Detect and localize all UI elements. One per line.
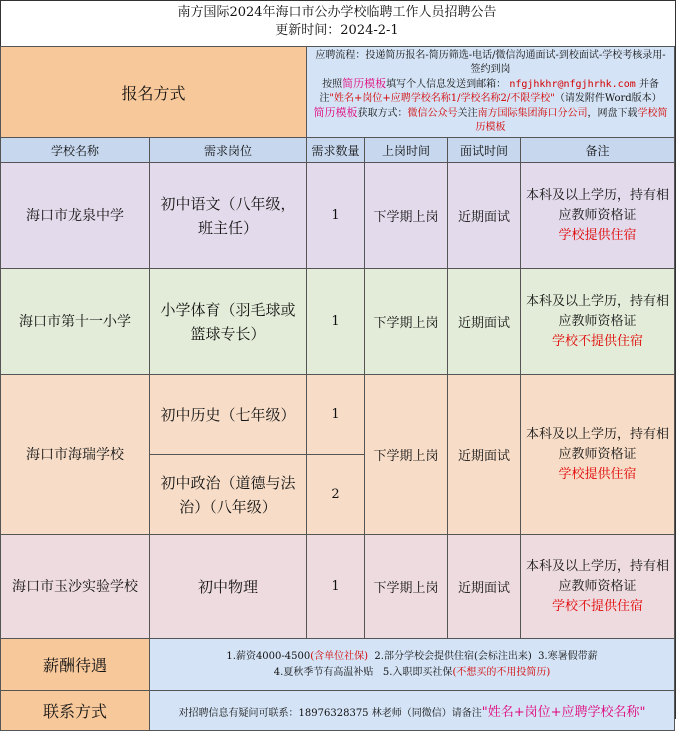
table-row <box>1 535 675 639</box>
count: 1 <box>307 269 365 375</box>
count: 2 <box>307 455 365 535</box>
contact-text: 对招聘信息有疑问可联系：18976328375 林老师（同微信）请备注 <box>178 708 482 719</box>
header-remark: 备注 <box>521 138 675 163</box>
contact-details <box>150 691 675 731</box>
interview-time: 近期面试 <box>448 535 521 639</box>
table-row <box>1 269 675 375</box>
apply-email[interactable]: nfgjhkhr@nfgjhrhk.com <box>509 79 636 90</box>
apply-method-details <box>307 47 675 138</box>
apply-process: 应聘流程：投递简历报名-简历筛选-电话/微信沟通面试-到校面试-学校考核录用-签约到岗 <box>315 50 666 75</box>
table-row <box>1 163 675 269</box>
position: 初中政治（道德与法治）（八年级） <box>150 455 307 535</box>
school-name: 海口市海瑞学校 <box>1 375 150 535</box>
school-name: 海口市玉沙实验学校 <box>1 535 150 639</box>
remark: 本科及以上学历，持有相应教师资格证 学校提供住宿 <box>521 163 675 269</box>
resume-template-link[interactable]: 简历模板 <box>342 77 387 90</box>
salary-row <box>1 639 675 691</box>
housing-note: 学校不提供住宿 <box>552 333 644 349</box>
contact-row <box>1 691 675 731</box>
remark: 本科及以上学历，持有相应教师资格证 学校不提供住宿 <box>521 269 675 375</box>
remark: 本科及以上学历，持有相应教师资格证 学校提供住宿 <box>521 375 675 535</box>
header-position: 需求岗位 <box>150 138 307 163</box>
position: 初中物理 <box>150 535 307 639</box>
count: 1 <box>307 375 365 455</box>
header-start: 上岗时间 <box>365 138 448 163</box>
position: 初中语文（八年级，班主任） <box>150 163 307 269</box>
update-time: 更新时间：2024-2-1 <box>275 23 399 38</box>
header-count: 需求数量 <box>307 138 365 163</box>
start-time: 下学期上岗 <box>365 375 448 535</box>
header-school: 学校名称 <box>1 138 150 163</box>
contact-label: 联系方式 <box>1 691 150 731</box>
school-name: 海口市第十一小学 <box>1 269 150 375</box>
header-interview: 面试时间 <box>448 138 521 163</box>
interview-time: 近期面试 <box>448 375 521 535</box>
interview-time: 近期面试 <box>448 269 521 375</box>
apply-email-line: 按照简历模板填写个人信息发送到邮箱： nfgjhkhr@nfgjhrhk.com 并备注"姓名+岗位+应聘学校名称1/学校名称2/不限学校"（请发附件Word版本） <box>319 77 662 104</box>
housing-note: 学校提供住宿 <box>558 466 637 482</box>
count: 1 <box>307 535 365 639</box>
start-time: 下学期上岗 <box>365 269 448 375</box>
interview-time: 近期面试 <box>448 163 521 269</box>
apply-method-label: 报名方式 <box>1 47 307 138</box>
school-name: 海口市龙泉中学 <box>1 163 150 269</box>
count: 1 <box>307 163 365 269</box>
recruitment-table <box>0 46 675 731</box>
housing-note: 学校不提供住宿 <box>552 598 644 614</box>
notice-header <box>0 0 674 46</box>
notice-title: 南方国际2024年海口市公办学校临聘工作人员招聘公告 <box>177 5 497 20</box>
position: 小学体育（羽毛球或篮球专长） <box>150 269 307 375</box>
table-row <box>1 375 675 455</box>
start-time: 下学期上岗 <box>365 535 448 639</box>
contact-note: "姓名+岗位+应聘学校名称" <box>481 705 646 720</box>
table-header-row <box>1 138 675 163</box>
start-time: 下学期上岗 <box>365 163 448 269</box>
apply-template-line: 简历模板获取方式：微信公众号关注南方国际集团海口分公司，网盘下载学校简历模板 <box>313 106 668 133</box>
position: 初中历史（七年级） <box>150 375 307 455</box>
remark: 本科及以上学历，持有相应教师资格证 学校不提供住宿 <box>521 535 675 639</box>
salary-details: 1.薪资4000-4500(含单位社保) 2.部分学校会提供住宿(会标注出来) 3.寒暑假带薪 4.夏秋季节有高温补贴 5.入职即买社保(不想买的不用投简历) <box>150 639 675 691</box>
housing-note: 学校提供住宿 <box>558 227 637 243</box>
salary-label: 薪酬待遇 <box>1 639 150 691</box>
